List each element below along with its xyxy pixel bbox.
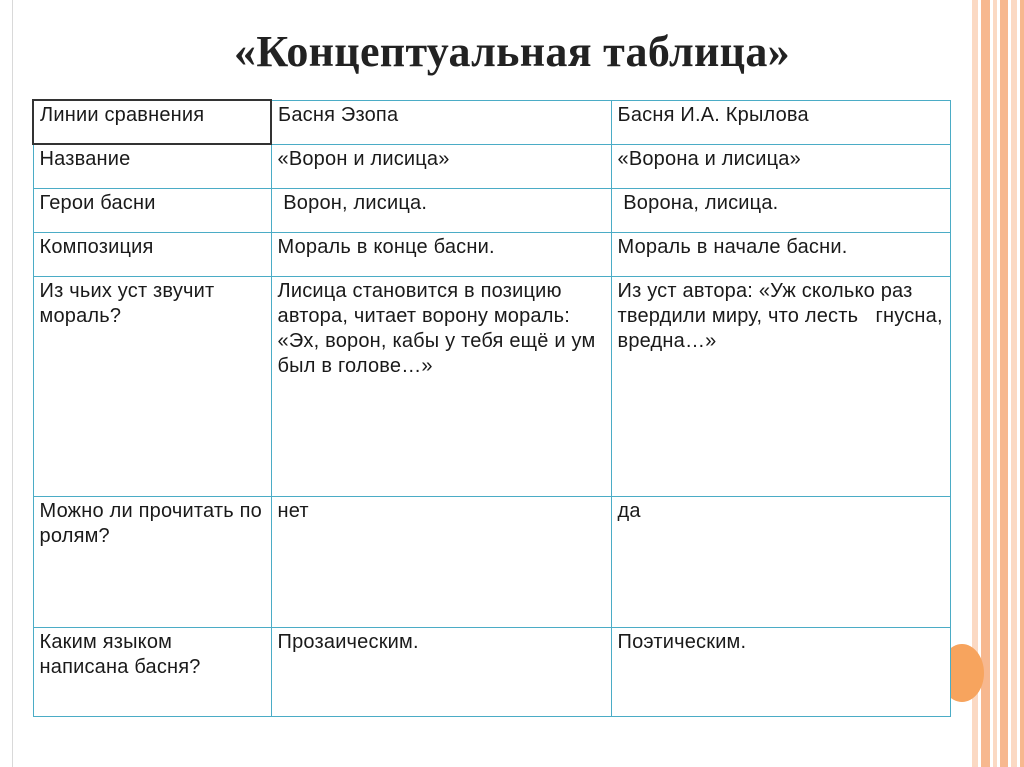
krylov-cell: Из уст автора: «Уж сколько раз твердили миру, что лесть гнусна, вредна…» (611, 276, 950, 496)
row-label: Каким языком написана басня? (33, 627, 271, 716)
krylov-cell: Ворона, лисица. (611, 188, 950, 232)
table-row (33, 276, 950, 496)
krylov-cell: Поэтическим. (611, 627, 950, 716)
table-row (33, 188, 950, 232)
table-row (33, 496, 950, 627)
aesop-cell: Ворон, лисица. (271, 188, 611, 232)
aesop-cell: Мораль в конце басни. (271, 232, 611, 276)
row-label: Название (33, 144, 271, 188)
concept-table (32, 99, 951, 717)
krylov-cell: да (611, 496, 950, 627)
aesop-cell: нет (271, 496, 611, 627)
krylov-cell: «Ворона и лисица» (611, 144, 950, 188)
row-label: Можно ли прочитать по ролям? (33, 496, 271, 627)
table-row (33, 232, 950, 276)
row-label: Герои басни (33, 188, 271, 232)
table-row (33, 627, 950, 716)
table-row (33, 144, 950, 188)
aesop-cell: Лисица становится в позицию автора, читает ворону мораль: «Эх, ворон, кабы у тебя ещё и ум был в голове…» (271, 276, 611, 496)
row-label: Композиция (33, 232, 271, 276)
table-header-row (33, 100, 950, 144)
decorative-stripes (972, 0, 1024, 767)
header-krylov-fable: Басня И.А. Крылова (611, 100, 950, 144)
aesop-cell: «Ворон и лисица» (271, 144, 611, 188)
header-aesop-fable: Басня Эзопа (271, 100, 611, 144)
header-comparison-lines: Линии сравнения (33, 100, 271, 144)
slide-title: «Концептуальная таблица» (234, 27, 790, 76)
row-label: Из чьих уст звучит мораль? (33, 276, 271, 496)
krylov-cell: Мораль в начале басни. (611, 232, 950, 276)
aesop-cell: Прозаическим. (271, 627, 611, 716)
